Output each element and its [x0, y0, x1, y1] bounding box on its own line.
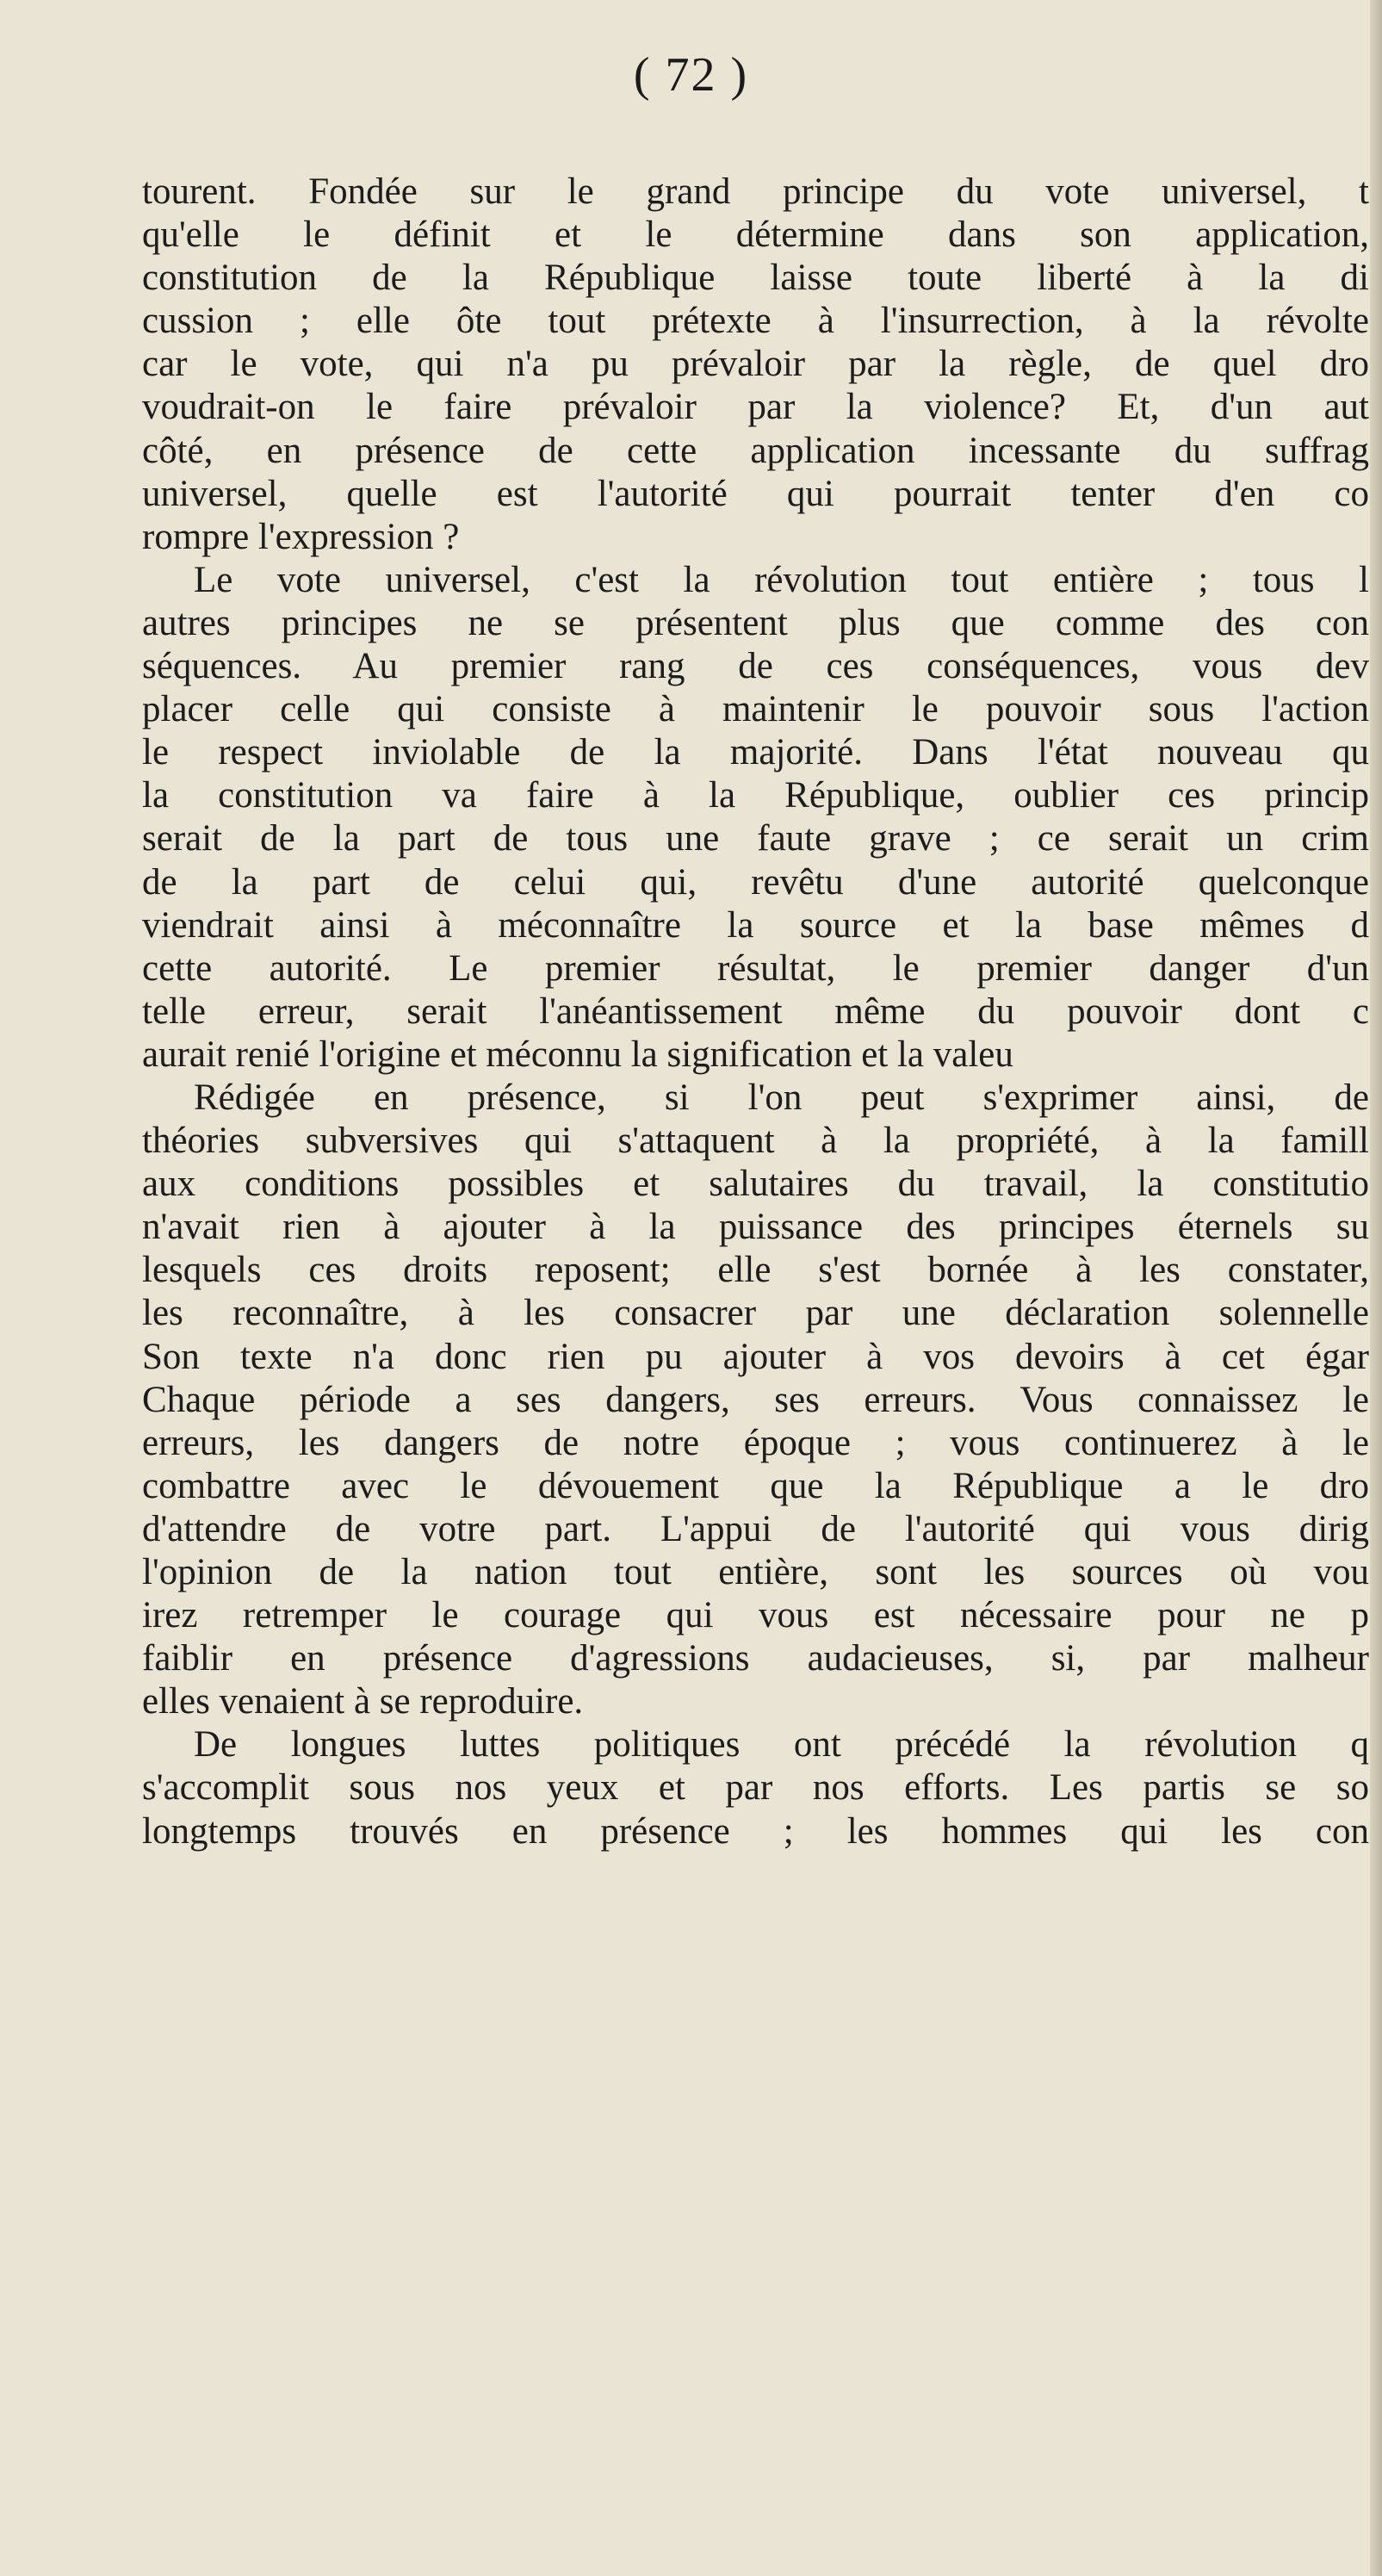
text-line: viendrait ainsi à méconnaître la source et la base mêmes d — [142, 904, 1369, 946]
text-line: s'accomplit sous nos yeux et par nos efforts. Les partis se so — [142, 1767, 1369, 1809]
text-line: placer celle qui consiste à maintenir le pouvoir sous l'action — [142, 689, 1369, 730]
text-line: Rédigée en présence, si l'on peut s'exprimer ainsi, de — [194, 1077, 1369, 1118]
text-line: qu'elle le définit et le détermine dans son application, — [142, 214, 1369, 256]
text-line: elles venaient à se reproduire. — [142, 1681, 584, 1723]
text-line: irez retremper le courage qui vous est nécessaire pour ne p — [142, 1595, 1369, 1636]
text-line: faiblir en présence d'agressions audacieuses, si, par malheur — [142, 1638, 1369, 1679]
text-line: d'attendre de votre part. L'appui de l'autorité qui vous dirig — [142, 1508, 1369, 1549]
text-line: De longues luttes politiques ont précédé la révolution q — [194, 1724, 1369, 1766]
text-line: cussion ; elle ôte tout prétexte à l'insurrection, à la révolte — [142, 301, 1369, 342]
text-line: aurait renié l'origine et méconnu la signification et la valeu — [142, 1034, 1013, 1075]
text-line: théories subversives qui s'attaquent à la propriété, à la famill — [142, 1120, 1369, 1162]
text-line: erreurs, les dangers de notre époque ; vous continuerez à le — [142, 1422, 1369, 1463]
text-line: séquences. Au premier rang de ces conséquences, vous dev — [142, 646, 1369, 687]
text-line: la constitution va faire à la République, oublier ces princip — [142, 775, 1369, 816]
text-line: combattre avec le dévouement que la République a le dro — [142, 1465, 1369, 1506]
text-line: cette autorité. Le premier résultat, le premier danger d'un — [142, 947, 1369, 989]
text-line: l'opinion de la nation tout entière, sont les sources où vou — [142, 1552, 1369, 1592]
text-line: Chaque période a ses dangers, ses erreurs. Vous connaissez le — [142, 1379, 1369, 1420]
text-line: universel, quelle est l'autorité qui pourrait tenter d'en co — [142, 473, 1369, 514]
text-line: Son texte n'a donc rien pu ajouter à vos devoirs à cet égar — [142, 1336, 1369, 1377]
page-number: ( 72 ) — [633, 48, 749, 102]
text-line: lesquels ces droits reposent; elle s'est bornée à les constater, — [142, 1250, 1369, 1291]
text-line: le respect inviolable de la majorité. Dans l'état nouveau qu — [142, 732, 1369, 773]
body-text — [142, 171, 1369, 1853]
text-line: constitution de la République laisse toute liberté à la di — [142, 258, 1369, 299]
text-line: longtemps trouvés en présence ; les hommes qui les con — [142, 1810, 1369, 1852]
text-line: rompre l'expression ? — [142, 516, 460, 557]
page-edge — [1370, 0, 1382, 2576]
text-line: de la part de celui qui, revêtu d'une autorité quelconque — [142, 861, 1369, 903]
text-line: car le vote, qui n'a pu prévaloir par la règle, de quel dro — [142, 344, 1369, 385]
text-line: n'avait rien à ajouter à la puissance des principes éternels su — [142, 1207, 1369, 1248]
text-line: côté, en présence de cette application incessante du suffrag — [142, 430, 1369, 471]
text-line: telle erreur, serait l'anéantissement même du pouvoir dont c — [142, 990, 1369, 1032]
text-line: Le vote universel, c'est la révolution tout entière ; tous l — [194, 559, 1369, 600]
text-line: aux conditions possibles et salutaires du travail, la constitutio — [142, 1164, 1369, 1205]
text-line: serait de la part de tous une faute grave ; ce serait un crim — [142, 818, 1369, 860]
text-line: voudrait-on le faire prévaloir par la violence? Et, d'un aut — [142, 387, 1369, 428]
text-line: les reconnaître, à les consacrer par une déclaration solennelle — [142, 1293, 1369, 1334]
text-line: autres principes ne se présentent plus que comme des con — [142, 602, 1369, 643]
text-line: tourent. Fondée sur le grand principe du vote universel, t — [142, 171, 1369, 212]
